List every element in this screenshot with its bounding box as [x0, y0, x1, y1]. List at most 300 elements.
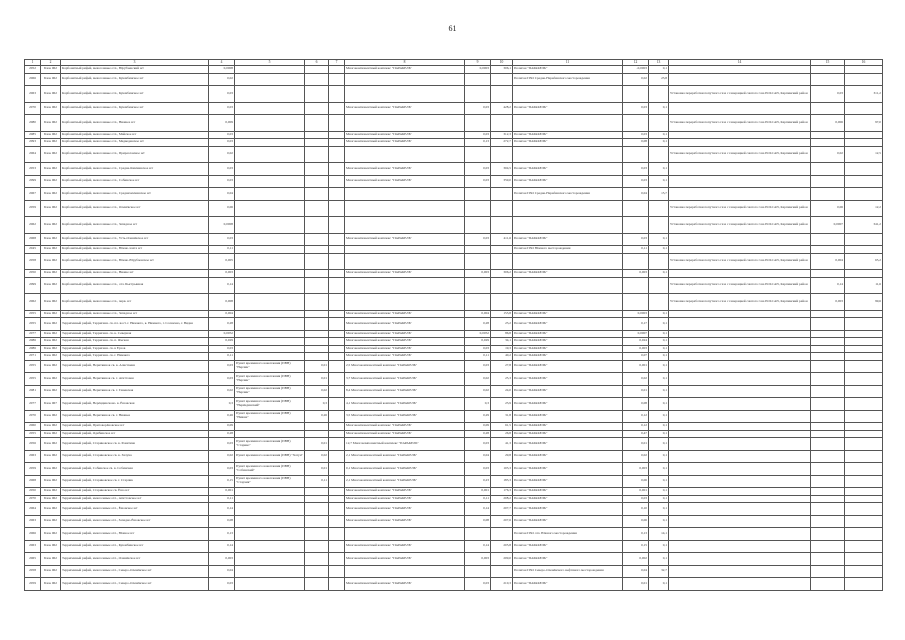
table-cell-col1: 2080 — [25, 115, 41, 132]
table-row — [25, 146, 883, 163]
table-cell-col1: 2068 — [25, 233, 41, 246]
table-cell-col1: 2060 — [25, 423, 41, 431]
table-cell-col11: Полигон "ПАРАКЕЛЬ" — [513, 345, 623, 353]
table-cell-col6 — [305, 146, 329, 163]
table-row — [25, 73, 883, 86]
table-cell-col5 — [235, 330, 305, 338]
table-cell-col1: 2071 — [25, 353, 41, 361]
table-cell-col1: 2086 — [25, 338, 41, 346]
table-cell-col3: Терригенный рифей, Нериткинок св. г. Нижнее — [61, 410, 209, 423]
table-cell-col8: Многокомпонентный комплекс "ПАРАКЕЛЬ" — [345, 330, 465, 338]
table-cell-col4: 0,04 — [209, 188, 235, 201]
table-cell-col9: 0,09 — [465, 423, 491, 431]
table-cell-col5 — [235, 66, 305, 74]
table-cell-col12: 0,47 — [623, 430, 649, 438]
table-cell-col2: Блок 062 — [41, 188, 61, 201]
table-cell-col8: 3,5 Многокомпонентный комплекс "ПАРАКЕЛЬ" — [345, 410, 465, 423]
table-cell-col10: 26,8 — [491, 430, 513, 438]
table-cell-col16: 12,2 — [845, 200, 883, 217]
table-cell-col12: -0,0003 — [623, 66, 649, 74]
table-row — [25, 310, 883, 318]
table-cell-col4: 0,003 — [209, 553, 235, 566]
table-cell-col7 — [329, 410, 345, 423]
table-cell-col8: 0,1 Многокомпонентный комплекс "ПАРАКЕЛЬ" — [345, 463, 465, 476]
table-cell-col14 — [669, 423, 811, 431]
table-cell-col9: 0,001 — [465, 488, 491, 496]
table-cell-col11: Полигон ПЗО Северо-Оленёвского нефтяного месторождения — [513, 565, 623, 578]
table-cell-col1: 2066 — [25, 73, 41, 86]
table-cell-col5 — [235, 515, 305, 528]
table-cell-col5 — [235, 188, 305, 201]
table-cell-col2: Блок 062 — [41, 246, 61, 254]
table-cell-col12: 0,12 — [623, 423, 649, 431]
table-cell-col4: 0,03 — [209, 163, 235, 176]
table-cell-col3: Карбонатный рифей, межсолевые отл., Медведевское н/г — [61, 139, 209, 147]
table-cell-col2: Блок 062 — [41, 430, 61, 438]
table-cell-col12: 0,003 — [623, 345, 649, 353]
column-number-9: 9 — [465, 60, 491, 66]
table-cell-col7 — [329, 345, 345, 353]
table-row — [25, 540, 883, 553]
table-cell-col10: 41,3 — [491, 438, 513, 451]
table-cell-col13 — [649, 86, 669, 103]
table-cell-col9: 0,004 — [465, 310, 491, 318]
table-cell-col14 — [669, 318, 811, 331]
table-cell-col2: Блок 062 — [41, 475, 61, 488]
table-cell-col2: Блок 062 — [41, 146, 61, 163]
table-cell-col15 — [811, 338, 845, 346]
table-row — [25, 175, 883, 188]
table-cell-col4: 0,02 — [209, 73, 235, 86]
table-cell-col16 — [845, 233, 883, 246]
table-cell-col13: 0,1 — [649, 553, 669, 566]
table-cell-col13: 0,1 — [649, 463, 669, 476]
table-cell-col14 — [669, 73, 811, 86]
table-cell-col5 — [235, 200, 305, 217]
table-cell-col5 — [235, 115, 305, 132]
table-cell-col6 — [305, 578, 329, 591]
table-cell-col7 — [329, 528, 345, 541]
table-row — [25, 163, 883, 176]
table-cell-col11: Полигон "ПАРАКЕЛЬ" — [513, 495, 623, 503]
table-cell-col11: Полигон "ПАРАКЕЛЬ" — [513, 488, 623, 496]
table-cell-col9: 0,03 — [465, 102, 491, 115]
table-cell-col14: Установка переработки попутного газа с генерацией сжатого газа POLCAN, Карпинский район — [669, 86, 811, 103]
table-cell-col12: 0,12 — [623, 410, 649, 423]
table-cell-col6 — [305, 515, 329, 528]
table-row — [25, 553, 883, 566]
table-cell-col11 — [513, 217, 623, 234]
table-cell-col11 — [513, 86, 623, 103]
table-cell-col14 — [669, 430, 811, 438]
table-cell-col15 — [811, 528, 845, 541]
table-cell-col13 — [649, 253, 669, 270]
table-cell-col15 — [811, 423, 845, 431]
table-cell-col9: 0,14 — [465, 540, 491, 553]
table-cell-col4: 0,03 — [209, 175, 235, 188]
table-row — [25, 373, 883, 386]
table-cell-col16: 11,6 — [845, 277, 883, 294]
table-cell-col16 — [845, 438, 883, 451]
table-cell-col14 — [669, 353, 811, 361]
table-cell-col13: 0,1 — [649, 540, 669, 553]
table-cell-col10: 312,3 — [491, 131, 513, 139]
table-cell-col4: 0,004 — [209, 310, 235, 318]
table-cell-col13 — [649, 115, 669, 132]
table-cell-col14 — [669, 553, 811, 566]
table-cell-col11: Полигон "ПАРАКЕЛЬ" — [513, 330, 623, 338]
table-cell-col15 — [811, 540, 845, 553]
table-cell-col13: 0,1 — [649, 515, 669, 528]
table-cell-col9: 0,03 — [465, 345, 491, 353]
table-cell-col13: 0,1 — [649, 270, 669, 278]
table-cell-col4: 0,02 — [209, 385, 235, 398]
table-cell-col5 — [235, 270, 305, 278]
table-cell-col6 — [305, 294, 329, 311]
table-cell-col15 — [811, 385, 845, 398]
table-cell-col7 — [329, 553, 345, 566]
table-cell-col11: Полигон "ПАРАКЕЛЬ" — [513, 438, 623, 451]
table-cell-col10: 24,0 — [491, 385, 513, 398]
table-cell-col12: 0,01 — [623, 385, 649, 398]
table-cell-col15 — [811, 73, 845, 86]
table-cell-col10 — [491, 565, 513, 578]
table-cell-col10 — [491, 115, 513, 132]
table-row — [25, 450, 883, 463]
table-cell-col9 — [465, 528, 491, 541]
table-cell-col2: Блок 062 — [41, 277, 61, 294]
table-cell-col3: Карбонатный рифей, межсолевые отл., Нижне н/г — [61, 270, 209, 278]
table-cell-col5 — [235, 430, 305, 438]
table-cell-col8 — [345, 188, 465, 201]
table-cell-col13: 0,1 — [649, 131, 669, 139]
table-cell-col16 — [845, 553, 883, 566]
table-cell-col14 — [669, 438, 811, 451]
table-cell-col15 — [811, 66, 845, 74]
table-row — [25, 528, 883, 541]
table-cell-col7 — [329, 115, 345, 132]
table-cell-col13: 0,1 — [649, 398, 669, 411]
table-cell-col14 — [669, 246, 811, 254]
column-number-15: 15 — [811, 60, 845, 66]
table-cell-col3: Карбонатный рифей, межсолевые отл., Майское н/г — [61, 131, 209, 139]
table-cell-col3: Терригенный рифей, Стариковское св. Ёшо н/г — [61, 488, 209, 496]
table-cell-col5 — [235, 294, 305, 311]
table-cell-col2: Блок 062 — [41, 102, 61, 115]
table-cell-col16 — [845, 66, 883, 74]
table-cell-col5 — [235, 233, 305, 246]
table-cell-col5 — [235, 565, 305, 578]
table-cell-col11: Полигон ПЗО Средне-Нерьбинского месторождения — [513, 188, 623, 201]
table-cell-col14 — [669, 475, 811, 488]
table-cell-col7 — [329, 330, 345, 338]
table-cell-col12: 0,03 — [623, 131, 649, 139]
table-cell-col7 — [329, 503, 345, 516]
table-cell-col12 — [623, 86, 649, 103]
table-cell-col3: Терригенный рифей, межсолевые отл., Агиттовское н/г — [61, 495, 209, 503]
table-cell-col11 — [513, 294, 623, 311]
table-cell-col1: 2063 — [25, 515, 41, 528]
data-table — [24, 59, 883, 591]
table-cell-col1: 2086 — [25, 345, 41, 353]
table-cell-col13: 15,7 — [649, 188, 669, 201]
table-cell-col8: Многокомпонентный комплекс "ПАРАКЕЛЬ" — [345, 175, 465, 188]
table-cell-col2: Блок 062 — [41, 450, 61, 463]
table-cell-col5 — [235, 163, 305, 176]
table-cell-col1: 2055 — [25, 318, 41, 331]
table-cell-col2: Блок 062 — [41, 200, 61, 217]
table-cell-col8: 2,1 Многокомпонентный комплекс "ПАРАКЕЛЬ" — [345, 475, 465, 488]
table-cell-col12 — [623, 277, 649, 294]
column-number-2: 2 — [41, 60, 61, 66]
page-number: 61 — [448, 24, 457, 33]
table-cell-col2: Блок 062 — [41, 318, 61, 331]
column-number-8: 8 — [345, 60, 465, 66]
table-cell-col5: Пункт временного накопления (ПВН) "Нерчик" — [235, 360, 305, 373]
table-cell-col12: 0,001 — [623, 360, 649, 373]
table-cell-col11: Полигон "ПАРАКЕЛЬ" — [513, 175, 623, 188]
table-cell-col8: Многокомпонентный комплекс "ПАРАКЕЛЬ" — [345, 345, 465, 353]
table-cell-col1: 2070 — [25, 495, 41, 503]
table-cell-col16 — [845, 338, 883, 346]
table-cell-col15 — [811, 553, 845, 566]
table-cell-col4: 0,02 — [209, 146, 235, 163]
table-cell-col15 — [811, 410, 845, 423]
table-cell-col6 — [305, 102, 329, 115]
table-cell-col9: 0,03 — [465, 233, 491, 246]
table-cell-col16: 12,5 — [845, 146, 883, 163]
table-cell-col5 — [235, 345, 305, 353]
table-cell-col6 — [305, 73, 329, 86]
table-cell-col14 — [669, 66, 811, 74]
table-cell-col9 — [465, 86, 491, 103]
table-row — [25, 345, 883, 353]
table-cell-col8: 8,4 Многокомпонентный комплекс "ПАРАКЕЛЬ" — [345, 385, 465, 398]
table-cell-col1: 2066 — [25, 528, 41, 541]
table-cell-col2: Блок 062 — [41, 495, 61, 503]
table-cell-col6 — [305, 423, 329, 431]
table-cell-col16 — [845, 246, 883, 254]
table-cell-col15 — [811, 438, 845, 451]
table-cell-col1: 2099 — [25, 175, 41, 188]
table-row — [25, 438, 883, 451]
table-cell-col12: 0,024 — [623, 338, 649, 346]
table-cell-col14 — [669, 463, 811, 476]
table-cell-col4: 0,28 — [209, 430, 235, 438]
table-cell-col8: Многокомпонентный комплекс "ПАРАКЕЛЬ" — [345, 423, 465, 431]
table-cell-col7 — [329, 131, 345, 139]
table-cell-col5 — [235, 495, 305, 503]
table-cell-col14 — [669, 540, 811, 553]
table-row — [25, 188, 883, 201]
table-cell-col14: Установка переработки попутного газа с генерацией сжатого газа POLCAN, Карпинский район — [669, 253, 811, 270]
table-cell-col15 — [811, 310, 845, 318]
table-cell-col3: Терригенный рифей, межсолевые отл., Северо-Оленёвское н/г — [61, 578, 209, 591]
table-cell-col8: Многокомпонентный комплекс "ПАРАКЕЛЬ" — [345, 495, 465, 503]
table-cell-col16 — [845, 175, 883, 188]
table-cell-col16 — [845, 430, 883, 438]
table-row — [25, 200, 883, 217]
table-cell-col2: Блок 062 — [41, 310, 61, 318]
table-cell-col4: 0,03 — [209, 139, 235, 147]
table-cell-col2: Блок 062 — [41, 565, 61, 578]
table-cell-col14 — [669, 131, 811, 139]
table-cell-col11 — [513, 200, 623, 217]
table-cell-col5 — [235, 540, 305, 553]
table-cell-col11: Полигон ПЗО отл. Южного месторождения — [513, 528, 623, 541]
table-cell-col8: Многокомпонентный комплекс "ПАРАКЕЛЬ" — [345, 270, 465, 278]
table-row — [25, 86, 883, 103]
table-cell-col4: 0,0008 — [209, 217, 235, 234]
table-cell-col3: Карбонатный рифей, межсолевые отл., Усть-Оленёвское н/г — [61, 233, 209, 246]
table-cell-col9: 0,03 — [465, 131, 491, 139]
table-cell-col10: 19,3 — [491, 345, 513, 353]
table-cell-col14 — [669, 360, 811, 373]
table-cell-col16 — [845, 102, 883, 115]
table-cell-col7 — [329, 200, 345, 217]
table-cell-col12: 0,06 — [623, 475, 649, 488]
table-cell-col4: 0,03 — [209, 373, 235, 386]
table-cell-col6 — [305, 246, 329, 254]
table-cell-col9: 0,14 — [465, 503, 491, 516]
table-cell-col4: 0,03 — [209, 438, 235, 451]
table-row — [25, 277, 883, 294]
table-cell-col9 — [465, 294, 491, 311]
table-cell-col10: 306,2 — [491, 270, 513, 278]
table-cell-col4: 0,03 — [209, 233, 235, 246]
table-cell-col15 — [811, 188, 845, 201]
table-cell-col2: Блок 062 — [41, 540, 61, 553]
table-cell-col7 — [329, 463, 345, 476]
table-cell-col7 — [329, 188, 345, 201]
table-cell-col10 — [491, 294, 513, 311]
table-cell-col6 — [305, 270, 329, 278]
table-cell-col1: 2085 — [25, 131, 41, 139]
table-cell-col6 — [305, 175, 329, 188]
table-cell-col13: 0,1 — [649, 310, 669, 318]
table-cell-col14 — [669, 528, 811, 541]
table-cell-col12: 0,11 — [623, 246, 649, 254]
table-cell-col15 — [811, 463, 845, 476]
table-cell-col9: 0,11 — [465, 495, 491, 503]
table-cell-col13: 0,1 — [649, 175, 669, 188]
table-cell-col2: Блок 062 — [41, 131, 61, 139]
table-cell-col16 — [845, 410, 883, 423]
table-cell-col14: Установка переработки попутного газа с генерацией сжатого газа POLCAN, Карпинский район — [669, 200, 811, 217]
table-cell-col11: Полигон "ПАРАКЕЛЬ" — [513, 270, 623, 278]
table-cell-col4: 0,26 — [209, 410, 235, 423]
table-cell-col16 — [845, 345, 883, 353]
table-cell-col13: 0,1 — [649, 438, 669, 451]
table-cell-col14 — [669, 345, 811, 353]
table-cell-col10 — [491, 246, 513, 254]
table-cell-col6: 0,02 — [305, 385, 329, 398]
table-cell-col9: 0,3 — [465, 398, 491, 411]
table-cell-col1: 2077 — [25, 398, 41, 411]
table-cell-col16 — [845, 385, 883, 398]
table-cell-col5 — [235, 253, 305, 270]
column-number-3: 3 — [61, 60, 209, 66]
table-cell-col3: Карбонатный рифей, межсолевые отл., Южно-Юрубченское н/г — [61, 253, 209, 270]
table-cell-col2: Блок 062 — [41, 270, 61, 278]
table-cell-col1: 2070 — [25, 410, 41, 423]
table-cell-col13: 0,1 — [649, 246, 669, 254]
column-number-14: 14 — [669, 60, 811, 66]
table-cell-col12: 0,04 — [623, 565, 649, 578]
table-cell-col1: 2064 — [25, 146, 41, 163]
table-cell-col8: Многокомпонентный комплекс "ПАРАКЕЛЬ" — [345, 430, 465, 438]
table-cell-col8: Многокомпонентный комплекс "ПАРАКЕЛЬ" — [345, 318, 465, 331]
table-cell-col5: Пункт временного накопления (ПВН) "Хатун" — [235, 450, 305, 463]
table-cell-col15 — [811, 233, 845, 246]
table-row — [25, 475, 883, 488]
table-cell-col1: 2093 — [25, 139, 41, 147]
table-cell-col6 — [305, 488, 329, 496]
table-cell-col16 — [845, 398, 883, 411]
table-cell-col5 — [235, 353, 305, 361]
table-cell-col15 — [811, 175, 845, 188]
table-cell-col13: 0,1 — [649, 330, 669, 338]
table-cell-col1: 2064 — [25, 503, 41, 516]
table-cell-col13: 14,1 — [649, 528, 669, 541]
table-cell-col2: Блок 067 — [41, 398, 61, 411]
table-cell-col6: 0,01 — [305, 463, 329, 476]
table-cell-col4: 0,09 — [209, 423, 235, 431]
table-cell-col4: 0,3 — [209, 398, 235, 411]
table-cell-col16 — [845, 270, 883, 278]
table-cell-col9 — [465, 246, 491, 254]
table-cell-col13 — [649, 146, 669, 163]
table-cell-col1: 2070 — [25, 102, 41, 115]
table-cell-col2: Блок 062 — [41, 360, 61, 373]
table-cell-col13: 0,1 — [649, 139, 669, 147]
table-cell-col8 — [345, 277, 465, 294]
table-cell-col15 — [811, 450, 845, 463]
table-cell-col12 — [623, 115, 649, 132]
table-cell-col8: 2,1 Многокомпонентный комплекс "ПАРАКЕЛЬ" — [345, 450, 465, 463]
table-cell-col2: Блок 062 — [41, 338, 61, 346]
table-cell-col6 — [305, 86, 329, 103]
table-cell-col15 — [811, 488, 845, 496]
table-cell-col8: Многокомпонентный комплекс "ПАРАКЕЛЬ" — [345, 131, 465, 139]
table-cell-col2: Блок 062 — [41, 86, 61, 103]
table-cell-col13: 0,1 — [649, 423, 669, 431]
table-cell-col8: Многокомпонентный комплекс "ПАРАКЕЛЬ" — [345, 553, 465, 566]
table-cell-col15 — [811, 360, 845, 373]
table-row — [25, 115, 883, 132]
table-cell-col7 — [329, 277, 345, 294]
table-body — [25, 66, 883, 591]
table-cell-col15 — [811, 102, 845, 115]
table-cell-col15 — [811, 475, 845, 488]
table-cell-col9: 0,02 — [465, 373, 491, 386]
table-cell-col6 — [305, 565, 329, 578]
table-cell-col10: 23,2 — [491, 318, 513, 331]
table-cell-col4: 0,11 — [209, 353, 235, 361]
table-cell-col4: 0,06 — [209, 200, 235, 217]
table-cell-col13: 0,1 — [649, 360, 669, 373]
table-cell-col11 — [513, 115, 623, 132]
table-cell-col7 — [329, 373, 345, 386]
table-cell-col14: Установка переработки попутного газа с генерацией сжатого газа POLCAN, Карпинский район — [669, 294, 811, 311]
table-cell-col7 — [329, 515, 345, 528]
table-cell-col4: 0,009 — [209, 115, 235, 132]
table-cell-col12: 0,07 — [623, 353, 649, 361]
table-cell-col15 — [811, 139, 845, 147]
table-cell-col9 — [465, 277, 491, 294]
table-cell-col6: 0,26 — [305, 410, 329, 423]
table-cell-col1: 2062 — [25, 294, 41, 311]
